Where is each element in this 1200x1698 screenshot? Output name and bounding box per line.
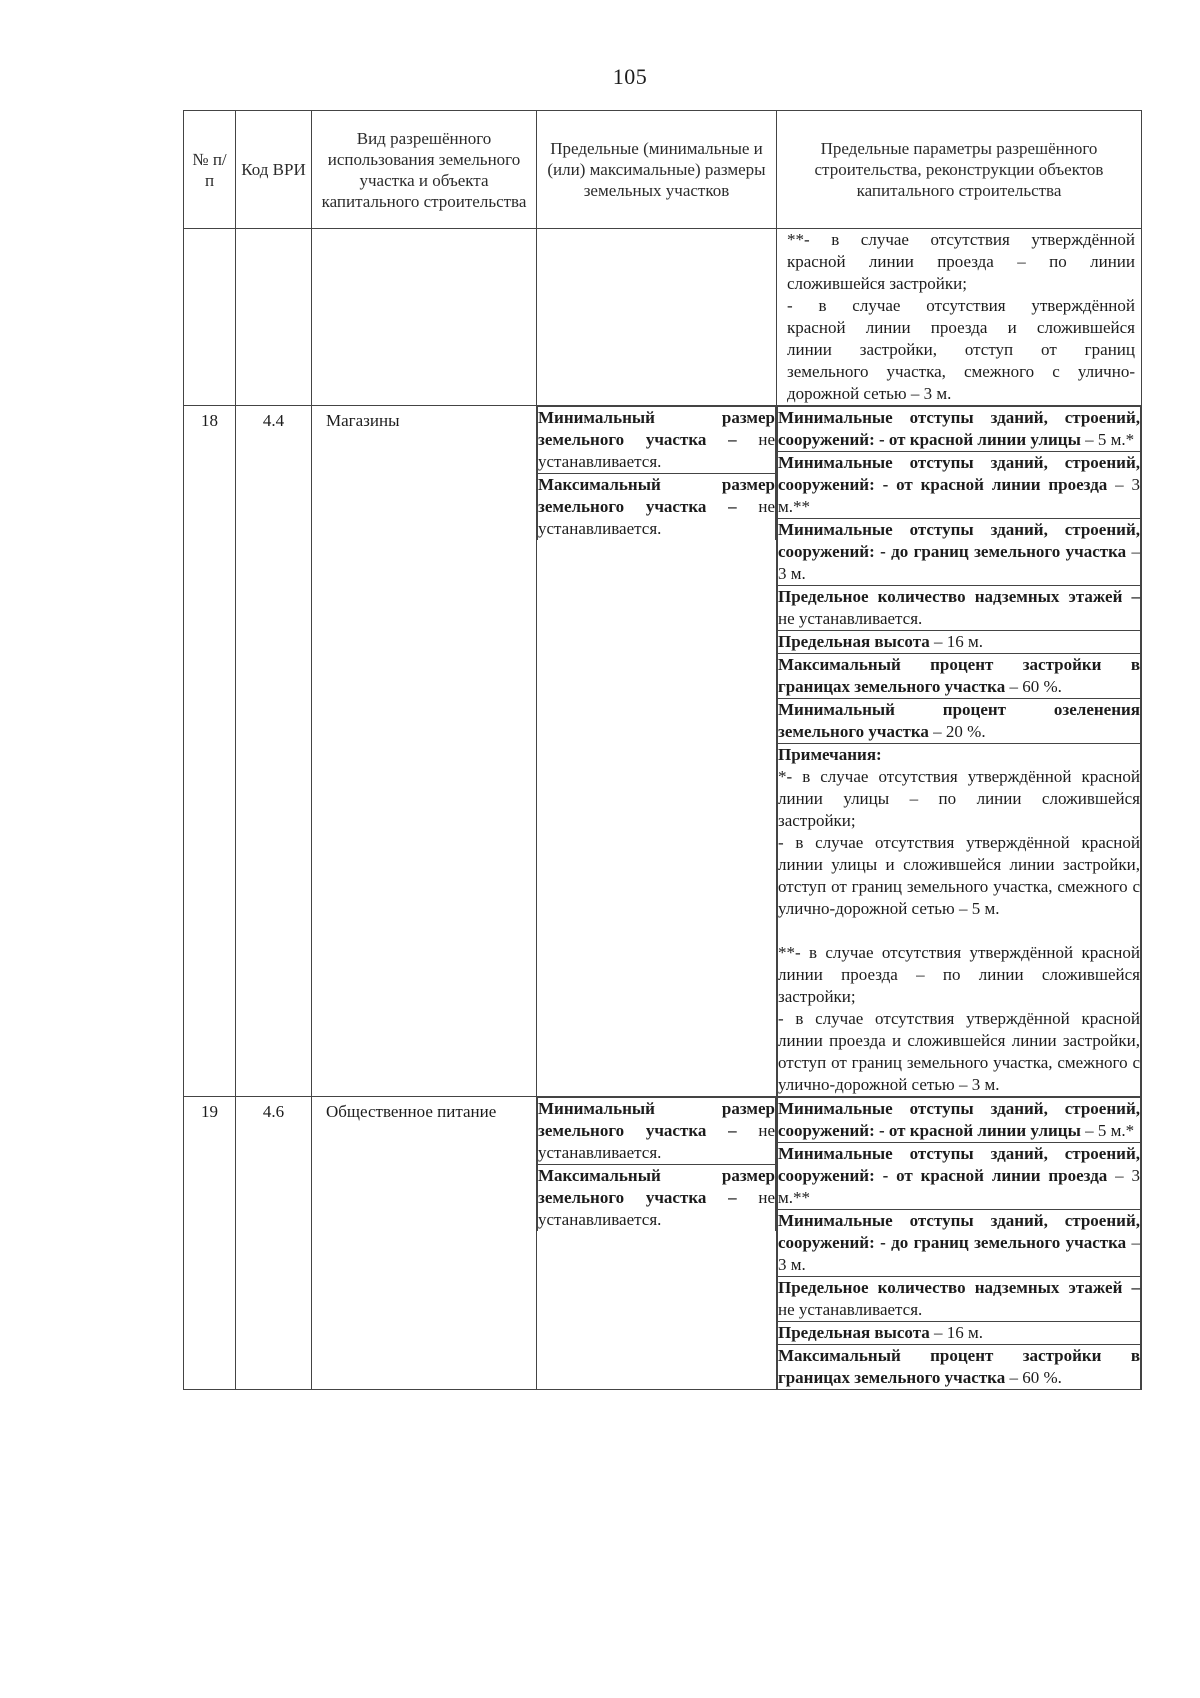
param-title: Предельная высота	[778, 1323, 930, 1342]
row-name: Магазины	[312, 406, 537, 1097]
notes-title: Примечания:	[778, 745, 882, 764]
param-title: Минимальные отступы зданий, строений, сооружений:	[778, 520, 1140, 561]
param-title: Минимальные отступы зданий, строений, сооружений:	[778, 1211, 1140, 1252]
param-title: Максимальный процент застройки в границах земельного участка	[778, 1346, 1140, 1387]
max-size	[538, 1165, 776, 1232]
param-floors	[778, 1277, 1141, 1322]
param-title: Минимальные отступы зданий, строений, сооружений:	[778, 453, 1140, 494]
param-title: Минимальные отступы зданий, строений, сооружений:	[778, 1099, 1140, 1140]
page-number: 105	[612, 64, 648, 89]
table-header-row	[184, 111, 1142, 229]
continuation-line: линии застройки, отступ от границ	[787, 340, 1135, 359]
table-row-continuation	[184, 229, 1142, 406]
size-cell	[537, 406, 777, 1097]
note-line: **- в случае отсутствия утверждённой красной линии проезда – по линии сложившейся застройки;	[778, 943, 1140, 1006]
size-subtable	[537, 1097, 776, 1231]
size-subtable	[537, 406, 776, 540]
param-notes	[778, 744, 1141, 1097]
param-tail: не устанавливается.	[778, 609, 923, 628]
cell-empty	[312, 229, 537, 406]
param-value: - до границ земельного участка	[880, 542, 1127, 561]
params-cell	[777, 406, 1142, 1097]
row-number: 19	[184, 1097, 236, 1390]
continuation-line: красной линии проезда – по линии	[787, 252, 1135, 271]
param-tail: не устанавливается.	[778, 1300, 923, 1319]
param-tail: – 3 м.**	[778, 1166, 1141, 1207]
row-code: 4.4	[236, 406, 312, 1097]
param-title: Максимальный процент застройки в границах земельного участка	[778, 655, 1140, 696]
param-setback-street	[778, 1098, 1141, 1143]
row-code: 4.6	[236, 1097, 312, 1390]
continuation-line: дорожной сетью – 3 м.	[787, 384, 952, 403]
param-tail: – 60 %.	[1005, 677, 1062, 696]
continuation-line: сложившейся застройки;	[787, 274, 967, 293]
param-setback-street	[778, 407, 1141, 452]
size-cell	[537, 1097, 777, 1390]
table-row	[184, 1097, 1142, 1390]
param-title: Минимальный процент озеленения земельного участка	[778, 700, 1140, 741]
param-title: Минимальные отступы зданий, строений, сооружений:	[778, 1144, 1140, 1185]
continuation-line: - в случае отсутствия утверждённой	[787, 296, 1135, 315]
max-size-value: не устанавливается.	[538, 1188, 775, 1229]
continuation-notes	[777, 229, 1142, 406]
cell-empty	[184, 229, 236, 406]
max-size-value: не устанавливается.	[538, 497, 775, 538]
param-title: Предельное количество надземных этажей –	[778, 1278, 1140, 1297]
continuation-line: красной линии проезда и сложившейся	[787, 318, 1135, 337]
max-size-title: Максимальный размер земельного участка –	[538, 1166, 775, 1207]
param-green-percent	[778, 699, 1141, 744]
row-name: Общественное питание	[312, 1097, 537, 1390]
params-cell	[777, 1097, 1142, 1390]
params-subtable	[777, 1097, 1141, 1389]
param-value: - от красной линии проезда	[882, 475, 1108, 494]
param-value: - до границ земельного участка	[880, 1233, 1127, 1252]
param-floors	[778, 586, 1141, 631]
header-num: № п/п	[184, 111, 236, 229]
header-size: Предельные (минимальные и (или) максимальные) размеры земельных участков	[537, 111, 777, 229]
param-value: - от красной линии улицы	[879, 1121, 1081, 1140]
max-size-title: Максимальный размер земельного участка –	[538, 475, 775, 516]
vri-table	[183, 110, 1142, 1390]
param-title: Минимальные отступы зданий, строений, сооружений:	[778, 408, 1140, 449]
note-line: - в случае отсутствия утверждённой красной линии проезда и сложившейся линии застройки, отступ от границ земельного участка, смежного с улично-дорожной сетью – 3 м.	[778, 1009, 1140, 1094]
param-value: - от красной линии улицы	[879, 430, 1081, 449]
param-value: - от красной линии проезда	[882, 1166, 1108, 1185]
param-tail: – 16 м.	[929, 1323, 984, 1342]
continuation-line: **- в случае отсутствия утверждённой	[787, 230, 1135, 249]
min-size-title: Минимальный размер земельного участка –	[538, 1099, 775, 1140]
continuation-line: земельного участка, смежного с улично-	[787, 362, 1135, 381]
param-tail: – 16 м.	[929, 632, 984, 651]
param-tail: – 3 м.	[778, 1233, 1141, 1274]
param-tail: – 60 %.	[1005, 1368, 1062, 1387]
min-size	[538, 1098, 776, 1165]
param-setback-boundary	[778, 1210, 1141, 1277]
param-tail: – 3 м.	[778, 542, 1141, 583]
header-params: Предельные параметры разрешённого строительства, реконструкции объектов капитального строительства	[777, 111, 1142, 229]
note-line: *- в случае отсутствия утверждённой красной линии улицы – по линии сложившейся застройки;	[778, 767, 1140, 830]
param-setback-boundary	[778, 519, 1141, 586]
min-size-title: Минимальный размер земельного участка –	[538, 408, 775, 449]
cell-empty	[537, 229, 777, 406]
cell-empty	[236, 229, 312, 406]
param-height	[778, 1322, 1141, 1345]
table-row	[184, 406, 1142, 1097]
param-tail: – 5 м.*	[1080, 1121, 1135, 1140]
min-size-value: не устанавливается.	[538, 430, 775, 471]
param-setback-driveway	[778, 452, 1141, 519]
param-build-percent	[778, 654, 1141, 699]
min-size	[538, 407, 776, 474]
param-tail: – 20 %.	[928, 722, 986, 741]
param-tail: – 3 м.**	[778, 475, 1141, 516]
param-tail: – 5 м.*	[1080, 430, 1135, 449]
param-height	[778, 631, 1141, 654]
param-build-percent	[778, 1345, 1141, 1390]
header-name: Вид разрешённого использования земельного участка и объекта капитального строительства	[312, 111, 537, 229]
min-size-value: не устанавливается.	[538, 1121, 775, 1162]
param-title: Предельное количество надземных этажей –	[778, 587, 1140, 606]
max-size	[538, 474, 776, 541]
row-number: 18	[184, 406, 236, 1097]
header-code: Код ВРИ	[236, 111, 312, 229]
params-subtable	[777, 406, 1141, 1096]
note-line: - в случае отсутствия утверждённой красной линии улицы и сложившейся линии застройки, отступ от границ земельного участка, смежного с улично-дорожной сетью – 5 м.	[778, 833, 1140, 918]
param-setback-driveway	[778, 1143, 1141, 1210]
param-title: Предельная высота	[778, 632, 930, 651]
